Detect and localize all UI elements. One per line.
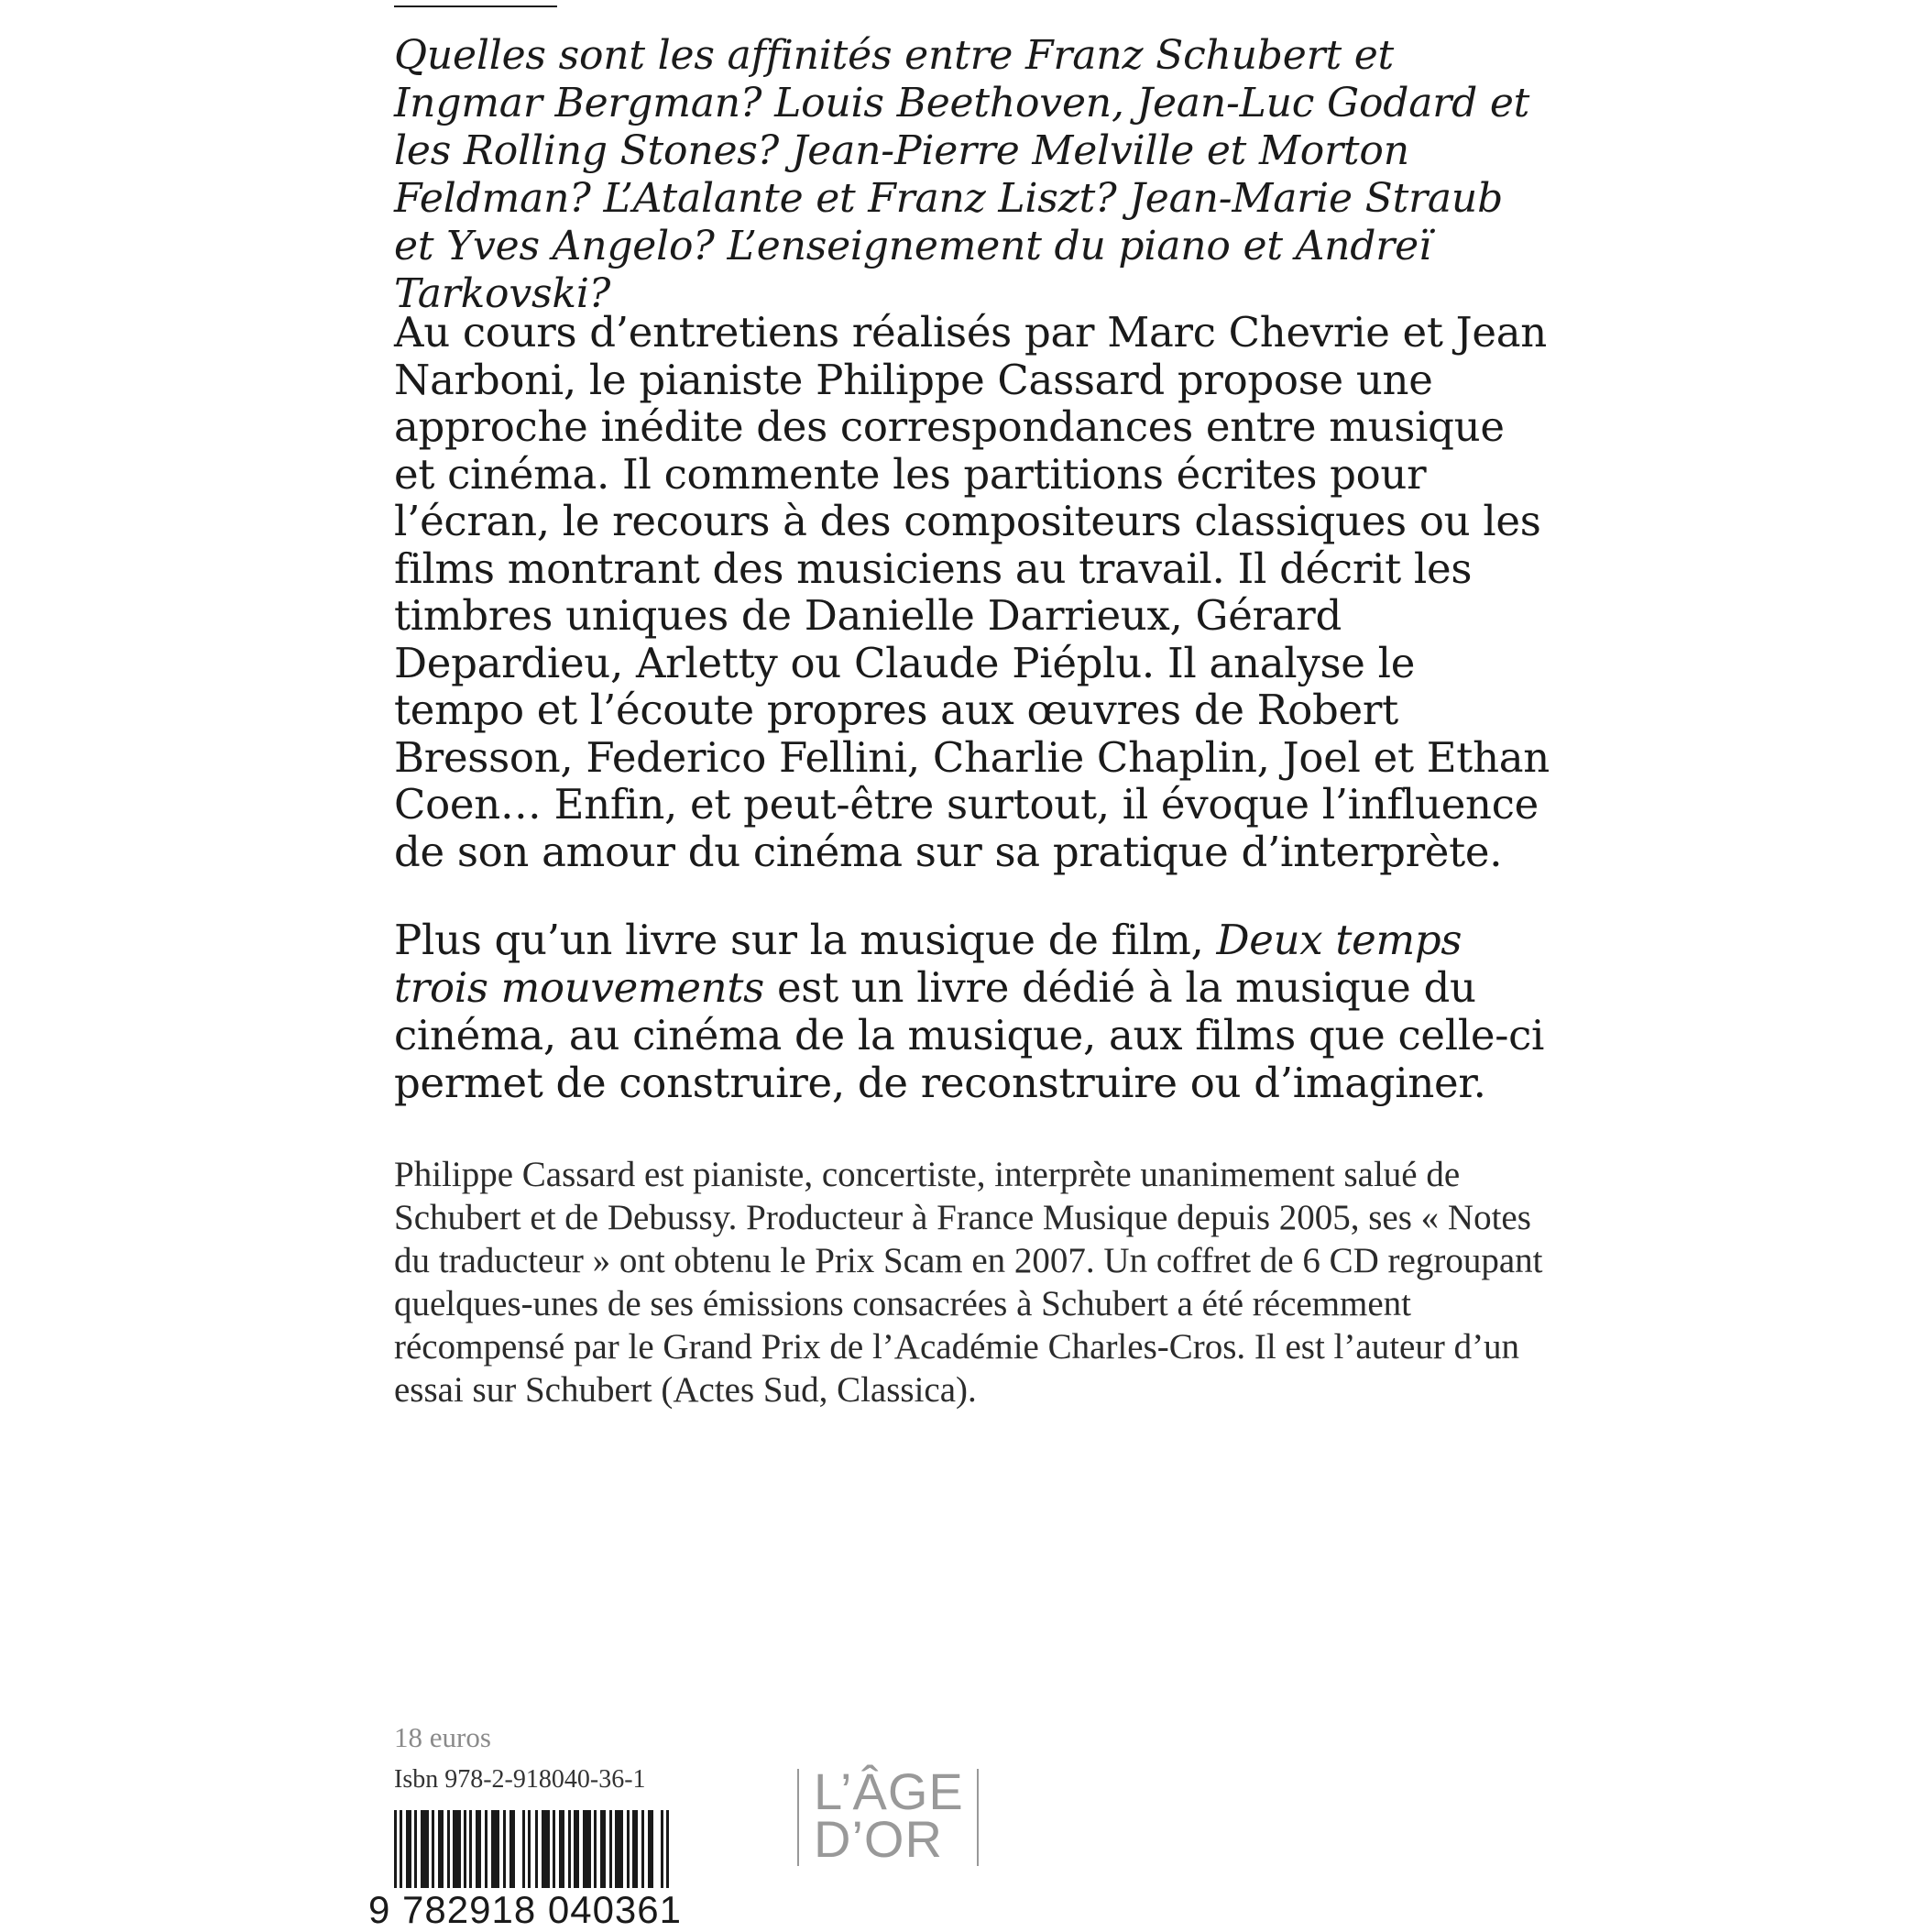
top-rule [394,5,557,7]
intro-questions: Quelles sont les affinités entre Franz Schubert et Ingmar Bergman? Louis Beethoven, Jean-Luc Godard et les Rolling Stones? Jean-Pierre Melville et Morton Feldman? L’Atalante et Franz Liszt? Jean-Marie Straub et Yves Angelo? L’enseignement du piano et Andreï Tarkovski? [394,32,1530,317]
barcode-number: 9 782918 040361 [368,1888,682,1931]
logo-line-1: L’ÂGE [814,1762,964,1820]
summary-lead: Plus qu’un livre sur la musique de film, [394,916,1217,964]
logo-line-2: D’OR [814,1810,943,1868]
book-title: Deux temps trois mouvements [394,916,1462,1012]
price-label: 18 euros [394,1721,491,1753]
summary-rest: est un livre dédié à la musique du cinéma, au cinéma de la musique, aux films que celle-ci permet de construire, de reconstruire ou d’imaginer. [394,963,1545,1107]
author-bio: Philippe Cassard est pianiste, concertiste, interprète unanimement salué de Schubert et de Debussy. Producteur à France Musique depuis 2005, ses « Notes du traducteur » ont obtenu le Prix Scam en 2007. Un coffret de 6 CD regroupant quelques-unes de ses émissions consacrées à Schubert a été récemment récompensé par le Grand Prix de l’Académie Charles-Cros. Il est l’auteur d’un essai sur Schubert (Actes Sud, Classica). [394,1155,1543,1410]
description-paragraph: Au cours d’entretiens réalisés par Marc Chevrie et Jean Narboni, le pianiste Philippe Cassard propose une approche inédite des correspondances entre musique et cinéma. Il commente les partitions écrites pour l’écran, le recours à des compositeurs classiques ou les films montrant des musiciens au travail. Il décrit les timbres uniques de Danielle Darrieux, Gérard Depardieu, Arletty ou Claude Piéplu. Il analyse le tempo et l’écoute propres aux œuvres de Robert Bresson, Federico Fellini, Charlie Chaplin, Joel et Ethan Coen… Enfin, et peut-être surtout, il évoque l’influence de son amour du cinéma sur sa pratique d’interprète. [394,308,1550,876]
publisher-logo [797,1762,980,1870]
logo-left-bar [797,1769,799,1866]
summary-paragraph [394,917,1553,1107]
isbn-label: Isbn 978-2-918040-36-1 [394,1765,646,1794]
logo-right-bar [977,1769,979,1866]
